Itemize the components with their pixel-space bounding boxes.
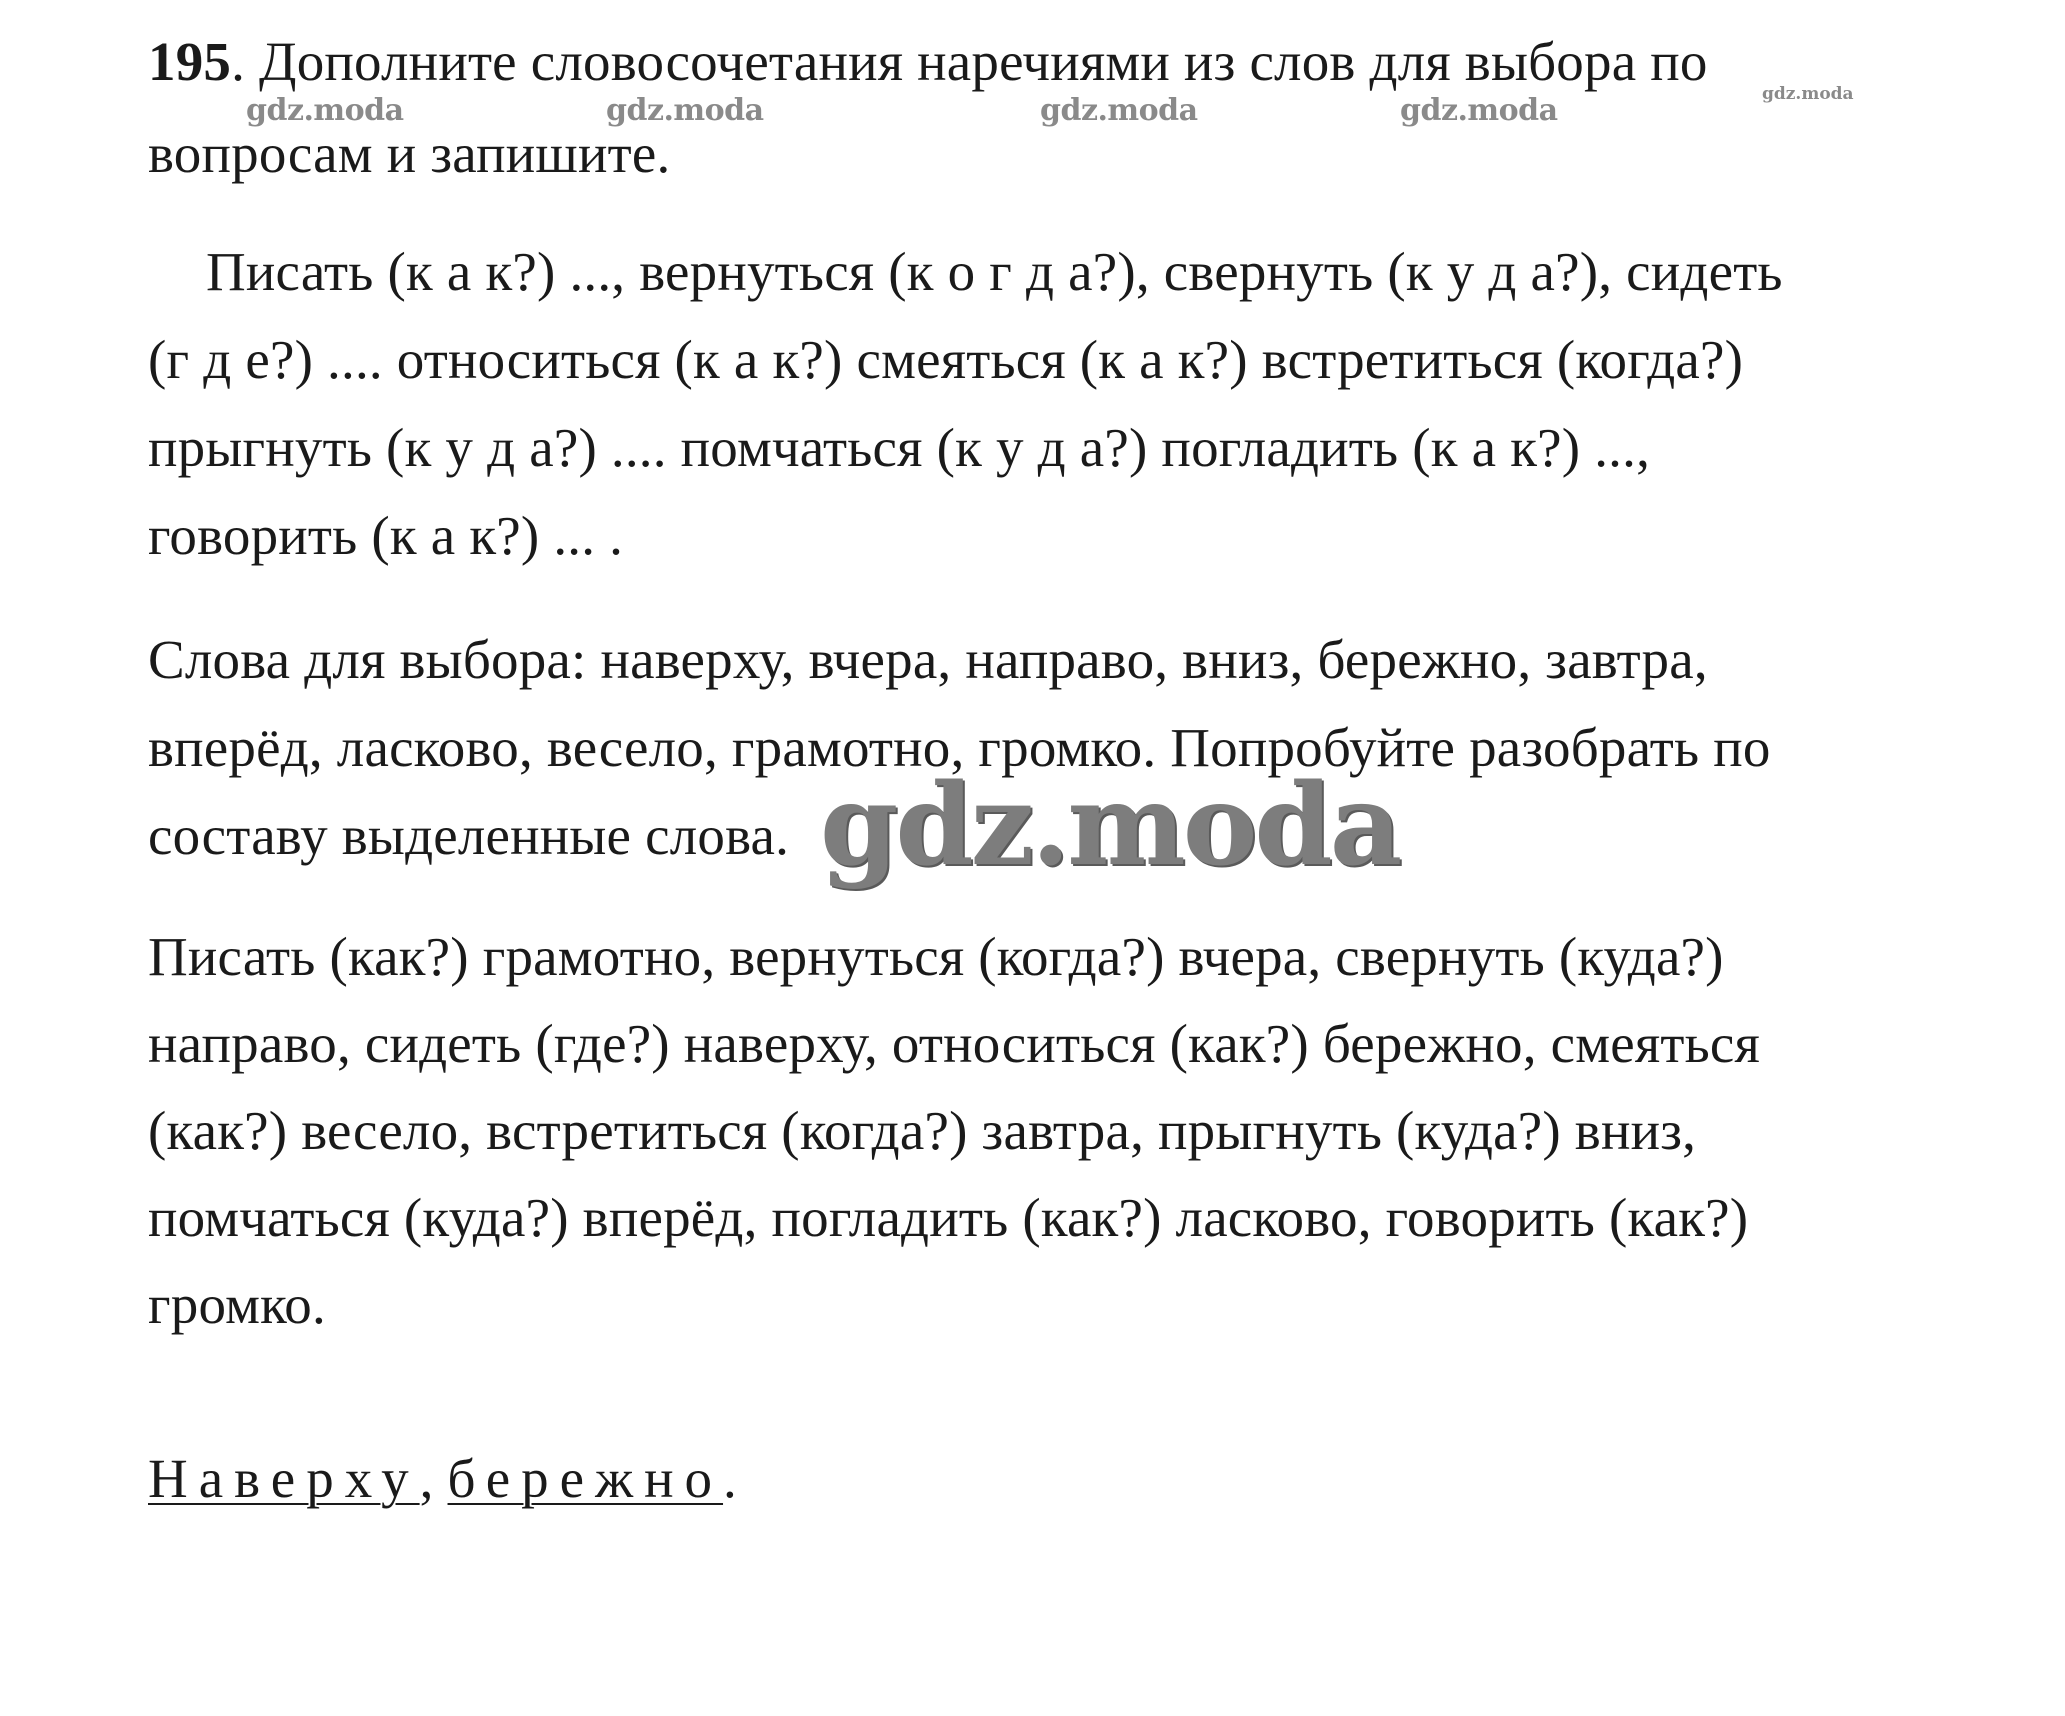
separator: ,: [419, 1448, 434, 1509]
answer-line: (как?) весело, встретиться (когда?) завтра, прыгнуть (куда?) вниз,: [148, 1100, 1697, 1161]
watermark-large: gdz.moda: [820, 760, 1400, 891]
answer-line: помчаться (куда?) вперёд, погладить (как?) ласково, говорить (как?): [148, 1187, 1749, 1248]
answer-line: Писать (как?) грамотно, вернуться (когда?) вчера, свернуть (куда?): [148, 926, 1724, 987]
exercise-line: Писать (к а к?) ..., вернуться (к о г д а?), свернуть (к у д а?), сидеть: [206, 241, 1783, 302]
answer-line: направо, сидеть (где?) наверху, относиться (как?) бережно, смеяться: [148, 1013, 1760, 1074]
exercise-line: говорить (к а к?) ... .: [148, 505, 624, 566]
choices-line: составу выделенные слова.: [148, 805, 790, 866]
task-title-line-2: вопросам и запишите.: [148, 123, 671, 184]
task-number: 195: [148, 31, 232, 92]
exercise-line: прыгнуть (к у д а?) .... помчаться (к у д а?) погладить (к а к?) ...,: [148, 417, 1651, 478]
task-title-text: . Дополните словосочетания наречиями из слов для выбора по: [231, 31, 1708, 92]
watermark: gdz.moda: [246, 93, 404, 128]
watermark: gdz.moda: [1400, 93, 1558, 128]
parsed-word: бережно: [447, 1448, 724, 1509]
task-title-line-1: [148, 30, 1708, 94]
answer-line: громко.: [148, 1274, 326, 1335]
choices-line: вперёд, ласково, весело, грамотно, громко. Попробуйте разобрать по: [148, 717, 1771, 778]
end-punct: .: [723, 1448, 737, 1509]
parsed-word: Наверху: [148, 1448, 420, 1509]
watermark: gdz.moda: [1040, 93, 1198, 128]
exercise-line: (г д е?) .... относиться (к а к?) смеяться (к а к?) встретиться (когда?): [148, 329, 1744, 390]
parsing-line: [148, 1447, 737, 1511]
choices-line: Слова для выбора: наверху, вчера, направо, вниз, бережно, завтра,: [148, 629, 1708, 690]
watermark: gdz.moda: [606, 93, 764, 128]
watermark: gdz.moda: [1762, 84, 1854, 104]
